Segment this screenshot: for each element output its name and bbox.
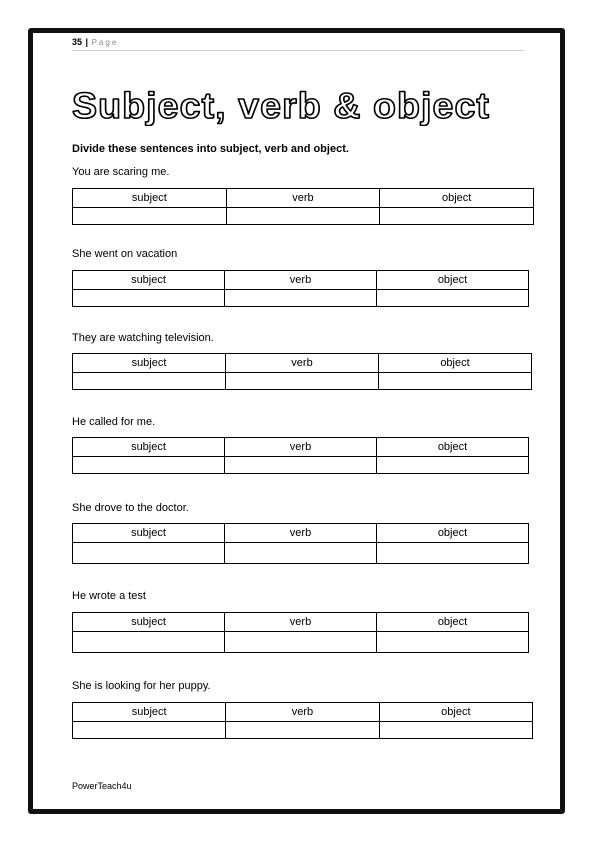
- column-header-object: object: [377, 438, 529, 457]
- column-header-verb: verb: [225, 613, 377, 632]
- column-header-verb: verb: [226, 354, 379, 373]
- sentence-7: She is looking for her puppy.: [72, 680, 211, 692]
- answer-cell-verb[interactable]: [225, 543, 377, 564]
- column-header-verb: verb: [226, 189, 380, 208]
- answer-table-2: [72, 270, 529, 307]
- answer-cell-object[interactable]: [380, 208, 534, 225]
- answer-cell-subject[interactable]: [73, 722, 226, 739]
- column-header-verb: verb: [226, 703, 379, 722]
- column-header-subject: subject: [73, 613, 225, 632]
- answer-table-5: [72, 523, 529, 564]
- worksheet-title-text: Subject, verb & object: [72, 85, 490, 126]
- footer-brand: PowerTeach4u: [72, 781, 132, 791]
- column-header-object: object: [379, 354, 532, 373]
- instruction-text: Divide these sentences into subject, verb and object.: [72, 143, 349, 155]
- page-number: 35: [72, 37, 83, 47]
- sentence-3: They are watching television.: [72, 332, 214, 344]
- page-separator: |: [85, 37, 89, 47]
- answer-cell-verb[interactable]: [225, 457, 377, 474]
- answer-cell-subject[interactable]: [73, 208, 227, 225]
- sentence-4: He called for me.: [72, 416, 156, 428]
- answer-table-6: [72, 612, 529, 653]
- answer-cell-verb[interactable]: [226, 373, 379, 390]
- column-header-object: object: [380, 189, 534, 208]
- answer-cell-object[interactable]: [377, 457, 529, 474]
- column-header-verb: verb: [225, 438, 377, 457]
- answer-cell-verb[interactable]: [225, 290, 377, 307]
- answer-cell-object[interactable]: [377, 543, 529, 564]
- sentence-6: He wrote a test: [72, 590, 146, 602]
- answer-cell-object[interactable]: [377, 632, 529, 653]
- page-label: Page: [91, 38, 119, 47]
- column-header-object: object: [377, 524, 529, 543]
- answer-table-4: [72, 437, 529, 474]
- worksheet-title: [72, 80, 532, 126]
- column-header-subject: subject: [73, 703, 226, 722]
- column-header-object: object: [379, 703, 532, 722]
- answer-cell-subject[interactable]: [73, 632, 225, 653]
- answer-table-3: [72, 353, 532, 390]
- answer-cell-subject[interactable]: [73, 290, 225, 307]
- column-header-object: object: [377, 613, 529, 632]
- answer-cell-subject[interactable]: [73, 457, 225, 474]
- sentence-5: She drove to the doctor.: [72, 502, 189, 514]
- column-header-subject: subject: [73, 354, 226, 373]
- answer-cell-verb[interactable]: [225, 632, 377, 653]
- answer-cell-subject[interactable]: [73, 373, 226, 390]
- column-header-verb: verb: [225, 524, 377, 543]
- answer-cell-verb[interactable]: [226, 208, 380, 225]
- answer-cell-object[interactable]: [379, 722, 532, 739]
- sentence-2: She went on vacation: [72, 248, 178, 260]
- answer-cell-verb[interactable]: [226, 722, 379, 739]
- column-header-subject: subject: [73, 189, 227, 208]
- answer-table-7: [72, 702, 533, 739]
- page-header: [72, 37, 524, 51]
- column-header-verb: verb: [225, 271, 377, 290]
- column-header-subject: subject: [73, 438, 225, 457]
- answer-cell-object[interactable]: [379, 373, 532, 390]
- sentence-1: You are scaring me.: [72, 166, 170, 178]
- answer-cell-object[interactable]: [377, 290, 529, 307]
- answer-table-1: [72, 188, 534, 225]
- column-header-subject: subject: [73, 271, 225, 290]
- column-header-subject: subject: [73, 524, 225, 543]
- answer-cell-subject[interactable]: [73, 543, 225, 564]
- column-header-object: object: [377, 271, 529, 290]
